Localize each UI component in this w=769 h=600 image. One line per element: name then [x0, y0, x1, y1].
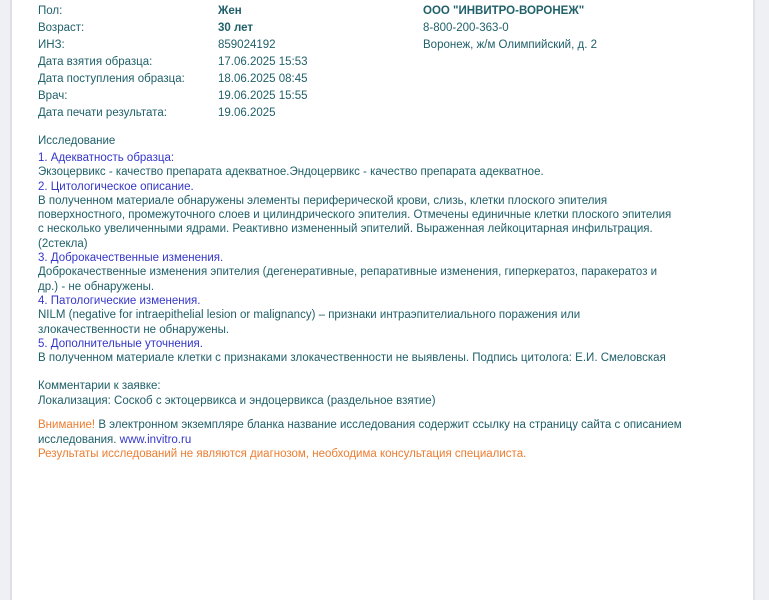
result-text: Доброкачественные изменения эпителия (дегенеративные, репаративные изменения, гиперкератоз, паракератоз и [38, 266, 658, 279]
clinic-info [423, 3, 597, 54]
field-label: Дата поступления образца: [38, 73, 185, 85]
field-value: 859024192 [218, 39, 276, 51]
result-heading: 2. Цитологическое описание. [38, 180, 194, 193]
patient-row-sample-taken [38, 54, 308, 71]
notice-text: В электронном экземпляре бланка название исследования содержит ссылку на страницу сайта с описанием [95, 419, 682, 431]
result-heading: 3. Доброкачественные изменения. [38, 252, 224, 265]
lab-report-page [12, 0, 753, 600]
result-heading: 5. Дополнительные уточнения. [38, 337, 203, 350]
result-text: В полученном материале обнаружены элементы периферической крови, слизь, клетки плоского эпителия [38, 194, 608, 207]
patient-row-sex [38, 3, 308, 20]
patient-row-age [38, 20, 308, 37]
result-text: В полученном материале клетки с признаками злокачественности не выявлены. Подпись цитолога: Е.И. Смеловская [38, 352, 666, 365]
comments-body: Локализация: Соскоб с эктоцервикса и эндоцервикса (раздельное взятие) [38, 394, 436, 407]
notice-block [38, 418, 743, 447]
comments-block [38, 379, 436, 408]
field-value: 19.06.2025 [218, 107, 276, 119]
field-value: 30 лет [218, 22, 254, 34]
field-value: 18.06.2025 08:45 [218, 73, 308, 85]
research-section-title: Исследование [38, 135, 116, 147]
result-text: (2стекла) [38, 237, 88, 250]
field-value: Жен [218, 5, 242, 17]
invitro-link[interactable]: www.invitro.ru [119, 433, 192, 446]
result-text: Экзоцервикс - качество препарата адекватное.Эндоцервикс - качество препарата адекватное. [38, 166, 544, 179]
clinic-phone: 8-800-200-363-0 [423, 22, 509, 34]
field-value: 17.06.2025 15:53 [218, 56, 308, 68]
clinic-address: Воронеж, ж/м Олимпийский, д. 2 [423, 39, 597, 51]
field-label: ИНЗ: [38, 39, 65, 51]
result-text: поверхностного, промежуточного слоев и цилиндрического эпителия. Отмечены единичные клетки плоского эпителия [38, 209, 672, 222]
field-label: Врач: [38, 90, 68, 102]
notice-text-2: исследования. [38, 433, 120, 446]
result-text: др.) - не обнаружены. [38, 280, 155, 293]
clinic-name: ООО "ИНВИТРО-ВОРОНЕЖ" [423, 5, 585, 17]
field-label: Дата взятия образца: [38, 56, 153, 68]
attention-label: Внимание! [38, 419, 96, 431]
result-text: злокачественности не обнаружены. [38, 323, 230, 336]
result-heading: 4. Патологические изменения. [38, 294, 201, 307]
field-label: Пол: [38, 5, 63, 17]
patient-row-inz [38, 37, 308, 54]
result-text: с несколько увеличенными ядрами. Реактивно измененный эпителий. Выраженная лейкоцитарная инфильтрация. [38, 223, 653, 236]
research-results [38, 151, 738, 365]
patient-row-doctor [38, 88, 308, 105]
result-heading: 1. Адекватность образца: [38, 152, 175, 164]
patient-row-sample-received [38, 71, 308, 88]
patient-row-print-date [38, 105, 308, 122]
field-label: Возраст: [38, 22, 85, 34]
result-text: NILM (negative for intraepithelial lesion or malignancy) – признаки интраэпителиального поражения или [38, 309, 581, 322]
field-label: Дата печати результата: [38, 107, 167, 119]
patient-info [38, 3, 308, 122]
comments-title: Комментарии к заявке: [38, 380, 161, 392]
disclaimer-text: Результаты исследований не являются диагнозом, необходима консультация специалиста. [38, 448, 527, 460]
field-value: 19.06.2025 15:55 [218, 90, 308, 102]
